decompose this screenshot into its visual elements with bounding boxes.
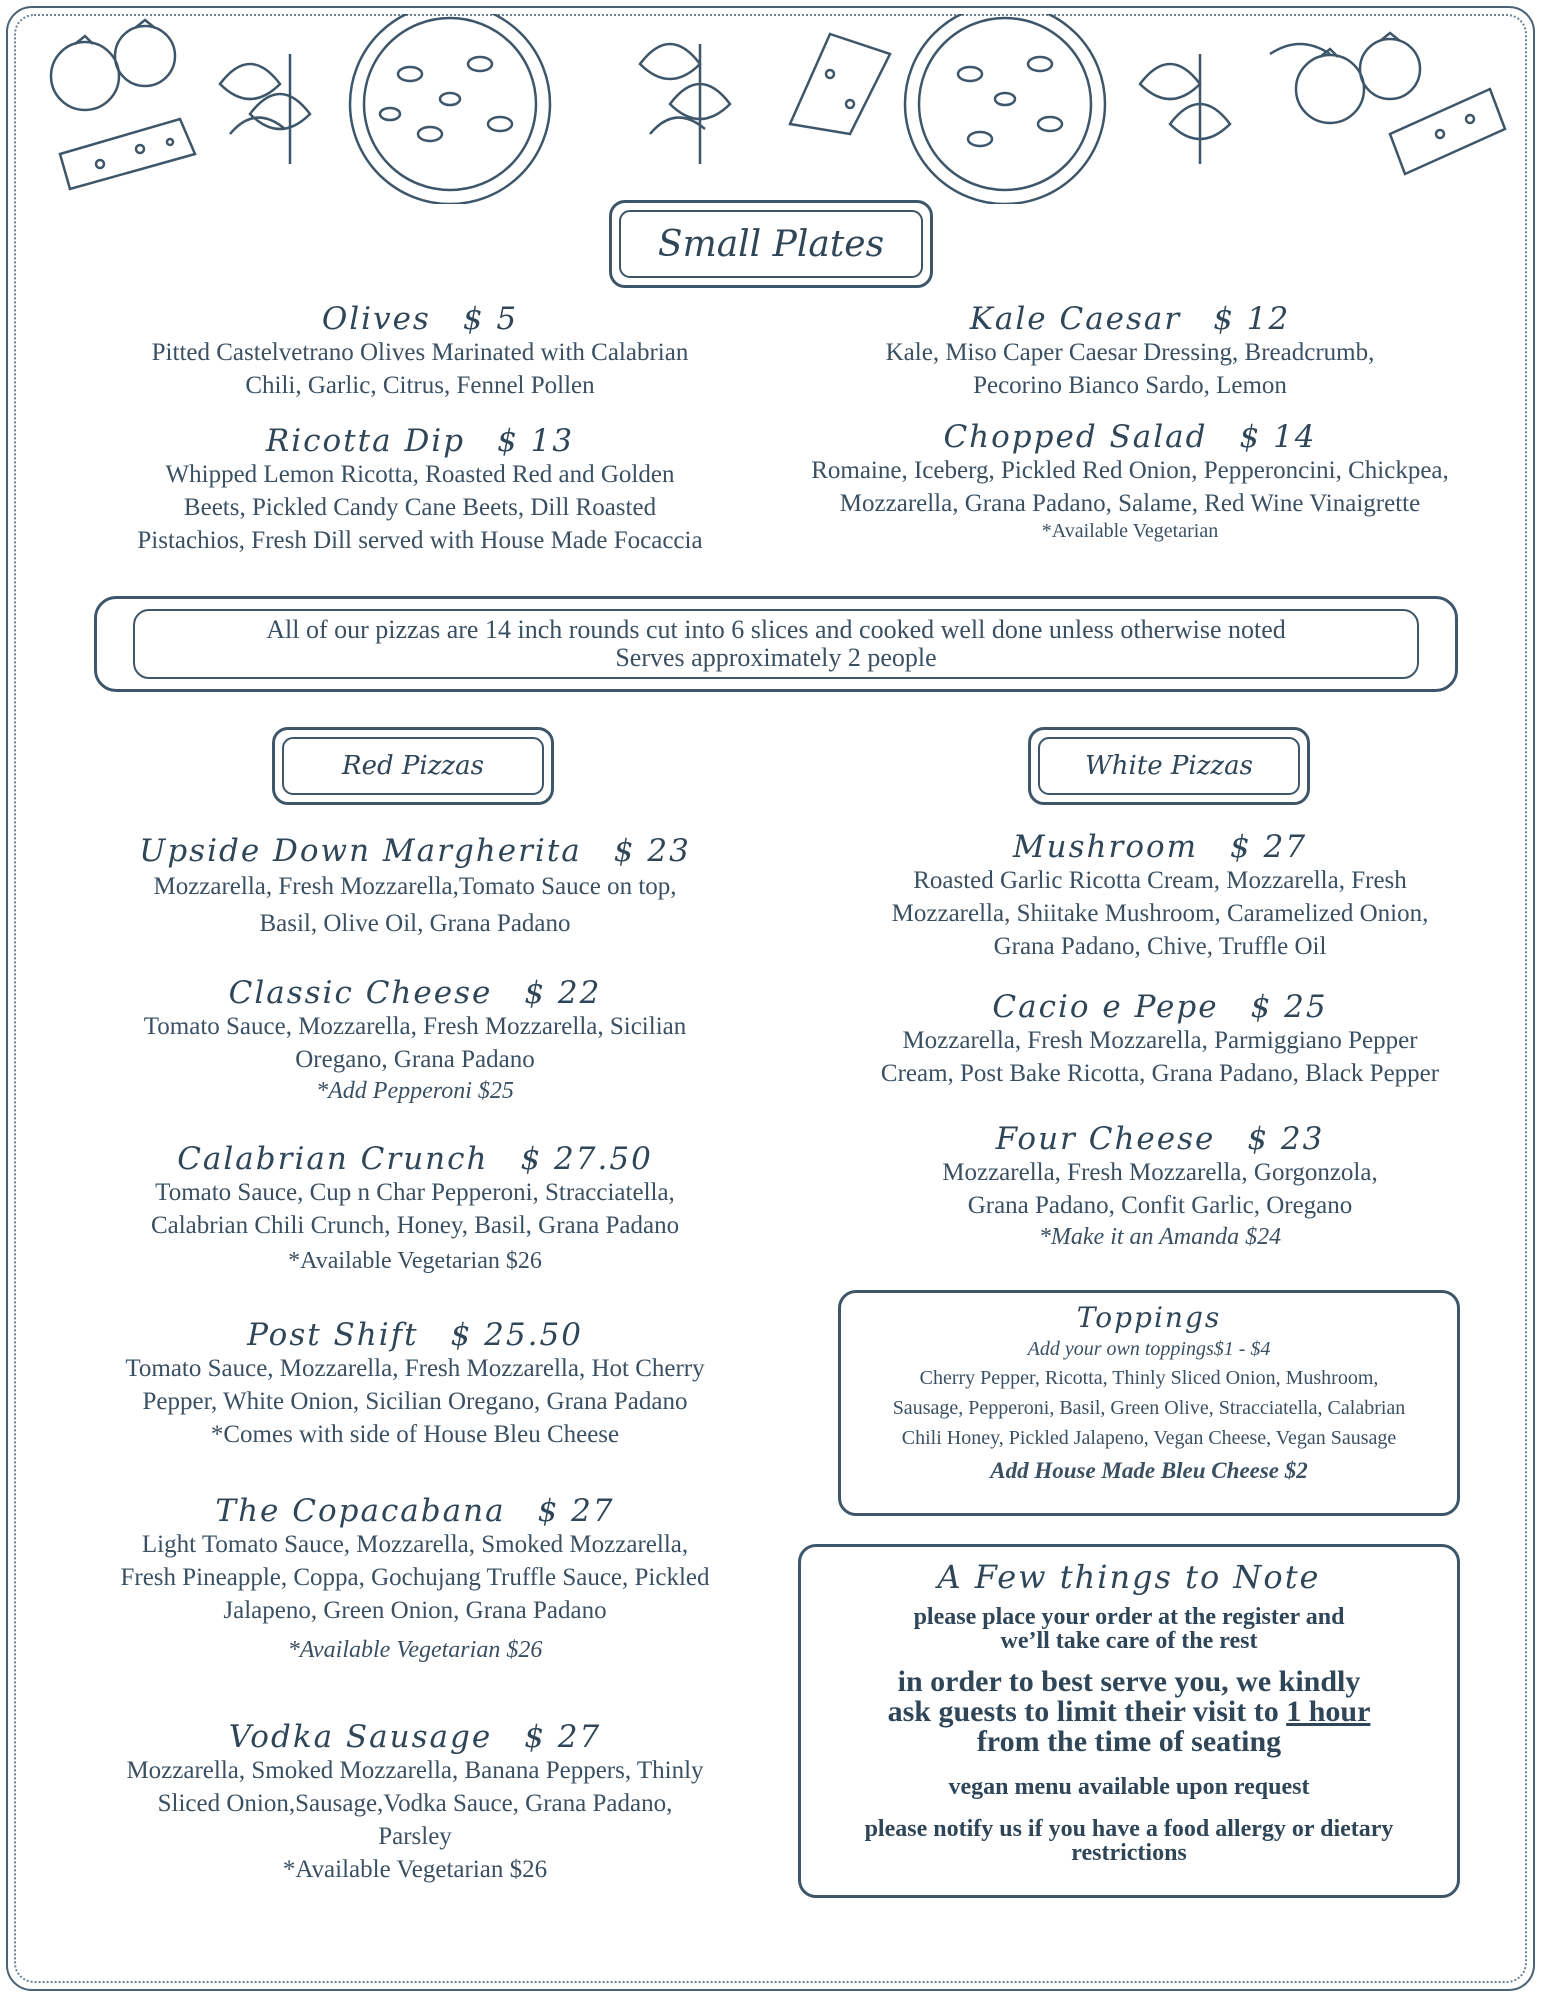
menu-item-calabrian-crunch (70, 1142, 760, 1276)
basil-illustration-center (640, 44, 730, 164)
item-note: *Available Vegetarian $26 (287, 1637, 543, 1663)
menu-item-the-copacabana (70, 1494, 760, 1665)
menu-item-olives (100, 302, 740, 402)
item-name: Classic Cheese (228, 975, 493, 1011)
item-desc: Basil, Olive Oil, Grana Padano (259, 910, 571, 937)
note-order-register: please place your order at the register and (913, 1604, 1345, 1630)
item-name: Kale Caesar (969, 301, 1182, 337)
item-desc: Tomato Sauce, Cup n Char Pepperoni, Stracciatella, (155, 1179, 675, 1206)
item-desc: Oregano, Grana Padano (295, 1046, 535, 1073)
menu-item-kale-caesar (790, 302, 1470, 402)
banner-line: Serves approximately 2 people (615, 643, 937, 672)
pizza-illustration-right (905, 14, 1105, 204)
toppings-list-line: Cherry Pepper, Ricotta, Thinly Sliced Onion, Mushroom, (919, 1367, 1379, 1389)
toppings-title: Toppings (1076, 1301, 1222, 1334)
menu-item-vodka-sausage (70, 1720, 760, 1886)
menu-item-ricotta-dip (100, 424, 740, 557)
note-time-limit: ask guests to limit their visit to (887, 1695, 1287, 1728)
item-desc: Beets, Pickled Candy Cane Beets, Dill Roasted (183, 494, 657, 521)
note-order-register: we’ll take care of the rest (1000, 1628, 1258, 1654)
item-price: $ 27 (1230, 829, 1308, 865)
item-name: Calabrian Crunch (177, 1141, 489, 1177)
item-name: Cacio e Pepe (992, 989, 1219, 1025)
note-vegan-menu: vegan menu available upon request (948, 1774, 1310, 1800)
item-note: *Available Vegetarian $26 (288, 1248, 542, 1274)
white-pizzas-heading (1028, 727, 1310, 805)
item-price: $ 23 (1247, 1121, 1325, 1157)
banner-line: All of our pizzas are 14 inch rounds cut into 6 slices and cooked well done unless otherwise noted (266, 615, 1286, 644)
item-desc: Mozzarella, Fresh Mozzarella, Parmiggiano Pepper (902, 1027, 1418, 1054)
menu-item-cacio-e-pepe (800, 990, 1520, 1090)
menu-item-four-cheese (820, 1122, 1500, 1252)
notes-panel (798, 1544, 1460, 1898)
item-note: *Available Vegetarian (1041, 520, 1219, 542)
item-price: $ 14 (1239, 419, 1317, 455)
notes-title: A Few things to Note (937, 1558, 1321, 1596)
cheese-wedge-illustration-left (60, 119, 195, 189)
menu-item-mushroom (820, 830, 1500, 963)
item-desc: Sliced Onion,Sausage,Vodka Sauce, Grana Padano, (157, 1790, 673, 1817)
item-price: $ 22 (524, 975, 602, 1011)
basil-illustration-left (220, 54, 310, 164)
item-desc: Roasted Garlic Ricotta Cream, Mozzarella, Fresh (913, 867, 1407, 894)
item-name: The Copacabana (215, 1493, 506, 1529)
item-desc: Kale, Miso Caper Caesar Dressing, Breadcrumb, (885, 339, 1375, 366)
item-price: $ 25 (1250, 989, 1328, 1025)
menu-item-post-shift (70, 1318, 760, 1451)
tomatoes-illustration-right (1270, 33, 1420, 123)
item-desc: Jalapeno, Green Onion, Grana Padano (223, 1597, 607, 1624)
tomatoes-illustration-left (51, 20, 175, 110)
toppings-bleu-cheese: Add House Made Bleu Cheese $2 (990, 1458, 1308, 1483)
pizza-illustration-left (350, 14, 550, 204)
note-allergy: please notify us if you have a food allergy or dietary (864, 1816, 1394, 1842)
menu-item-classic-cheese (70, 976, 760, 1106)
white-pizzas-title: White Pizzas (1085, 751, 1253, 781)
toppings-list-line: Sausage, Pepperoni, Basil, Green Olive, Stracciatella, Calabrian (892, 1397, 1406, 1419)
pizza-info-banner (94, 596, 1458, 692)
item-desc: Mozzarella, Smoked Mozzarella, Banana Peppers, Thinly (126, 1757, 704, 1784)
item-note: *Add Pepperoni $25 (316, 1078, 514, 1104)
basil-illustration-right (1140, 54, 1230, 164)
item-price: $ 25.50 (450, 1317, 583, 1353)
cheese-wedge-illustration-center (790, 34, 890, 134)
item-desc: Chili, Garlic, Citrus, Fennel Pollen (245, 372, 595, 399)
item-desc: Mozzarella, Shiitake Mushroom, Caramelized Onion, (891, 900, 1429, 927)
note-time-limit: from the time of seating (976, 1725, 1282, 1758)
item-desc: Fresh Pineapple, Coppa, Gochujang Truffle Sauce, Pickled (120, 1564, 710, 1591)
item-note: *Make it an Amanda $24 (1038, 1224, 1282, 1250)
item-price: $ 27 (537, 1493, 615, 1529)
item-desc: *Available Vegetarian $26 (282, 1856, 548, 1883)
item-desc: Pistachios, Fresh Dill served with House Made Focaccia (137, 527, 703, 554)
item-name: Ricotta Dip (265, 423, 466, 459)
menu-item-chopped-salad (760, 420, 1500, 542)
item-name: Four Cheese (995, 1121, 1216, 1157)
note-time-limit-hour: 1 hour (1286, 1695, 1371, 1728)
item-desc: Pecorino Bianco Sardo, Lemon (973, 372, 1287, 399)
item-desc: Parsley (378, 1823, 452, 1850)
item-price: $ 23 (613, 833, 691, 869)
item-desc: Mozzarella, Fresh Mozzarella, Gorgonzola, (942, 1159, 1378, 1186)
item-name: Post Shift (247, 1317, 419, 1353)
note-allergy: restrictions (1071, 1840, 1187, 1866)
item-name: Chopped Salad (943, 419, 1208, 455)
item-desc: Grana Padano, Chive, Truffle Oil (993, 933, 1327, 960)
item-price: $ 13 (497, 423, 575, 459)
menu-item-upside-down-margherita (70, 834, 760, 942)
item-price: $ 12 (1213, 301, 1291, 337)
item-desc: Tomato Sauce, Mozzarella, Fresh Mozzarella, Sicilian (143, 1013, 687, 1040)
item-price: $ 27.50 (520, 1141, 653, 1177)
item-desc: Grana Padano, Confit Garlic, Oregano (967, 1192, 1353, 1219)
item-desc: Pitted Castelvetrano Olives Marinated with Calabrian (151, 339, 689, 366)
item-desc: Mozzarella, Grana Padano, Salame, Red Wine Vinaigrette (839, 490, 1421, 517)
item-desc: Calabrian Chili Crunch, Honey, Basil, Grana Padano (150, 1212, 680, 1239)
small-plates-heading (609, 200, 933, 288)
item-name: Olives (321, 301, 431, 337)
item-desc: Whipped Lemon Ricotta, Roasted Red and Golden (165, 461, 675, 488)
small-plates-title: Small Plates (657, 223, 885, 265)
toppings-subtitle: Add your own toppings$1 - $4 (1027, 1338, 1271, 1360)
cheese-wedge-illustration-right (1390, 89, 1505, 174)
item-desc: Tomato Sauce, Mozzarella, Fresh Mozzarella, Hot Cherry (125, 1355, 705, 1382)
item-desc: Romaine, Iceberg, Pickled Red Onion, Pepperoncini, Chickpea, (811, 457, 1449, 484)
item-desc: Light Tomato Sauce, Mozzarella, Smoked Mozzarella, (141, 1531, 689, 1558)
item-price: $ 5 (462, 301, 519, 337)
food-illustrations (30, 14, 1510, 204)
note-time-limit: in order to best serve you, we kindly (897, 1665, 1361, 1698)
toppings-list-line: Chili Honey, Pickled Jalapeno, Vegan Cheese, Vegan Sausage (901, 1427, 1397, 1449)
item-name: Vodka Sausage (228, 1719, 493, 1755)
toppings-panel (838, 1290, 1460, 1516)
item-desc: *Comes with side of House Bleu Cheese (210, 1421, 620, 1448)
item-desc: Mozzarella, Fresh Mozzarella,Tomato Sauce on top, (153, 873, 677, 900)
item-desc: Pepper, White Onion, Sicilian Oregano, Grana Padano (142, 1388, 688, 1415)
red-pizzas-heading (272, 727, 554, 805)
item-price: $ 27 (524, 1719, 602, 1755)
item-desc: Cream, Post Bake Ricotta, Grana Padano, Black Pepper (880, 1060, 1440, 1087)
red-pizzas-title: Red Pizzas (342, 751, 484, 781)
item-name: Upside Down Margherita (139, 833, 582, 869)
item-name: Mushroom (1012, 829, 1199, 865)
